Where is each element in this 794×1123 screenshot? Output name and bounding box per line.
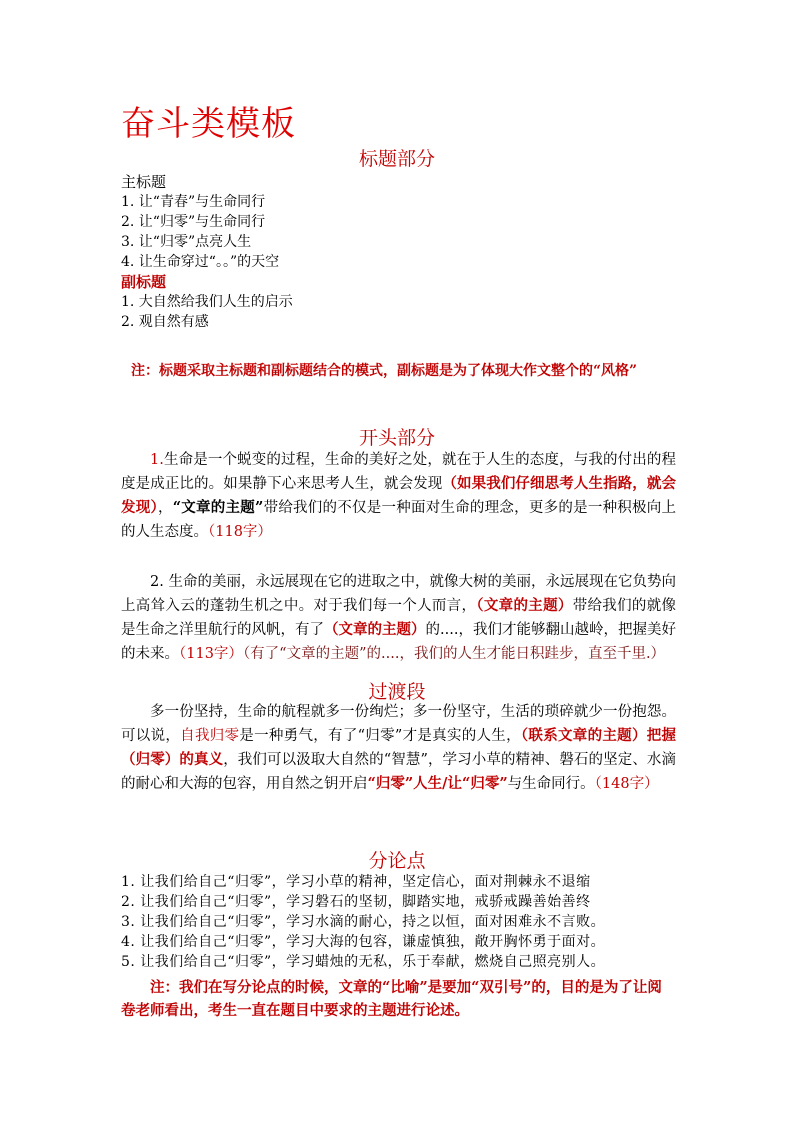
list-item: 4. 让我们给自己“归零”，学习大海的包容，谦虚慎独，敞开胸怀勇于面对。	[121, 934, 606, 950]
list-item: 1. 大自然给我们人生的启示	[121, 294, 293, 310]
paragraph-highlight: （文章的主题）	[476, 597, 573, 614]
list-item: 3. 让我们给自己“归零”，学习水滴的耐心，持之以恒，面对困难永不言败。	[121, 914, 606, 930]
list-item: 4. 让生命穿过“。。”的天空	[121, 254, 280, 270]
paragraph-highlight: 自我归零	[180, 728, 240, 744]
paragraph-text: 是一种勇气，有了“归零”才是真实的人生，	[239, 728, 521, 744]
paragraph-highlight: （如果我们仔细思考人生指路，就会发现）	[121, 475, 677, 516]
list-item: 3. 让“归零”点亮人生	[121, 234, 252, 250]
list-item: 2. 观自然有感	[121, 314, 209, 330]
title-section-note: 注：标题采取主标题和副标题结合的模式，副标题是为了体现大作文整个的“风格”	[131, 363, 638, 379]
points-list	[121, 872, 691, 972]
paragraph-highlight: （联系文章的主题）把握（归零）的真义	[121, 727, 677, 768]
opening-paragraph-1	[121, 448, 676, 544]
paragraph-alternative: （有了“文章的主题”的....，我们的人生才能日积跬步，直至千里.）	[242, 646, 666, 662]
transition-paragraph	[121, 700, 676, 796]
list-item: 2. 让我们给自己“归零”，学习磐石的坚韧，脚踏实地，戒骄戒躁善始善终	[121, 894, 591, 910]
paragraph-text: 多一份坚持，生命的航程就多一份绚烂；多一份坚守，生活的琐碎就少一份抱怨。可以说，	[121, 704, 676, 744]
word-count: （113字）	[179, 646, 243, 662]
word-count: （148字）	[594, 776, 659, 792]
points-note: 注：我们在写分论点的时候，文章的“比喻”是要加“双引号”的，目的是为了让阅卷老师看出，考生一直在题目中要求的主题进行论述。	[121, 979, 662, 1019]
word-count: （118字）	[208, 524, 272, 540]
paragraph-text: ，我们可以汲取大自然的“智慧”，学习小草的精神、磐石的坚定、水滴的耐心和大海的包容，用自然之钥开启	[121, 752, 677, 792]
paragraph-number: 1.	[150, 452, 164, 468]
list-item: 1. 让“青春”与生命同行	[121, 194, 266, 210]
paragraph-text: 带给我们的就像是生命之洋里航行的风帆，有了	[121, 598, 677, 638]
list-item: 5. 让我们给自己“归零”，学习蜡烛的无私，乐于奉献，燃烧自己照亮别人。	[121, 954, 606, 970]
paragraph-text: 2. 生命的美丽，永远展现在它的进取之中，就像大树的美丽，永远展现在它负势向上高耸入云的蓬勃生机之中。对于我们每一个人而言，	[121, 574, 676, 614]
paragraph-text: ，	[157, 500, 173, 516]
list-item: 1. 让我们给自己“归零”，学习小草的精神，坚定信心，面对荆棘永不退缩	[121, 874, 591, 890]
paragraph-text: 与生命同行。	[507, 776, 595, 792]
section-heading-title: 标题部分	[358, 148, 435, 170]
paragraph-theme: “文章的主题”	[172, 499, 264, 516]
section-heading-opening: 开头部分	[358, 427, 435, 449]
section-heading-transition: 过渡段	[368, 681, 426, 703]
paragraph-highlight: “归零”人生/让“归零”	[367, 775, 508, 792]
list-item: 2. 让“归零”与生命同行	[121, 214, 266, 230]
title-section-body	[121, 172, 681, 332]
paragraph-text: 带给我们的不仅是一种面对生命的理念，更多的是一种积极向上的人生态度。	[121, 500, 677, 540]
paragraph-highlight: （文章的主题）	[324, 621, 426, 638]
opening-paragraph-2	[121, 570, 676, 666]
section-heading-points: 分论点	[368, 850, 426, 872]
paragraph-text: 的....，我们才能够翻山越岭，把握美好的未来。	[121, 622, 677, 662]
main-title-label: 主标题	[121, 173, 167, 191]
paragraph-text: 生命是一个蜕变的过程，生命的美好之处，就在于人生的态度，与我的付出的程度是成正比的。如果静下心来思考人生，就会发现	[121, 452, 676, 492]
sub-title-label: 副标题	[121, 273, 167, 291]
document-title: 奋斗类模板	[121, 104, 296, 144]
